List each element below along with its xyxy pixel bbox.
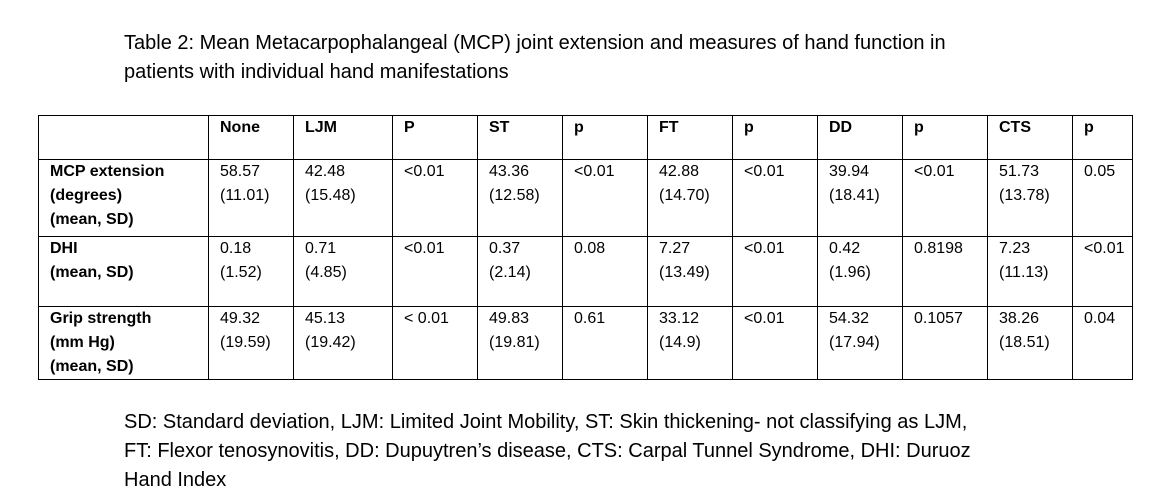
column-header: CTS	[988, 116, 1073, 160]
table-cell	[563, 160, 648, 237]
table-cell	[903, 237, 988, 307]
table-cell	[988, 307, 1073, 380]
cell-mean: 7.23	[999, 240, 1031, 257]
cell-sd: (13.78)	[999, 187, 1050, 204]
table-cell	[294, 307, 393, 380]
cell-mean: 39.94	[829, 163, 870, 180]
table-cell	[393, 160, 478, 237]
table-cell	[648, 307, 733, 380]
cell-sd: (4.85)	[305, 264, 347, 281]
cell-mean: 45.13	[305, 310, 346, 327]
table-cell	[209, 237, 294, 307]
table-cell	[903, 307, 988, 380]
table-cell	[903, 160, 988, 237]
cell-p-value: <0.01	[404, 240, 445, 257]
cell-mean: 0.18	[220, 240, 252, 257]
cell-p-value: <0.01	[1084, 240, 1125, 257]
cell-sd: (18.41)	[829, 187, 880, 204]
column-header	[39, 116, 209, 160]
table-cell	[563, 237, 648, 307]
cell-p-value: 0.61	[574, 310, 606, 327]
cell-p-value: 0.08	[574, 240, 606, 257]
cell-p-value: <0.01	[744, 163, 785, 180]
cell-sd: (17.94)	[829, 334, 880, 351]
caption-line: Table 2: Mean Metacarpophalangeal (MCP) joint extension and measures of hand function in	[124, 32, 946, 54]
cell-mean: 49.32	[220, 310, 261, 327]
cell-p-value: <0.01	[914, 163, 955, 180]
cell-sd: (11.01)	[220, 187, 270, 204]
cell-p-value: 0.05	[1084, 163, 1116, 180]
footnote-line: SD: Standard deviation, LJM: Limited Joint Mobility, ST: Skin thickening- not classifying as LJM,	[124, 411, 968, 433]
cell-p-value: <0.01	[744, 310, 785, 327]
cell-p-value: 0.8198	[914, 240, 963, 257]
cell-p-value: < 0.01	[404, 310, 449, 327]
table-cell	[478, 307, 563, 380]
column-header: p	[563, 116, 648, 160]
table-cell	[988, 237, 1073, 307]
row-label-line: (mm Hg)	[50, 334, 115, 351]
cell-sd: (14.9)	[659, 334, 701, 351]
row-label-line: (degrees)	[50, 187, 123, 204]
table-cell	[209, 307, 294, 380]
cell-sd: (12.58)	[489, 187, 540, 204]
table-cell	[294, 237, 393, 307]
cell-sd: (1.52)	[220, 264, 262, 281]
cell-sd: (14.70)	[659, 187, 710, 204]
table-cell	[1073, 307, 1133, 380]
cell-mean: 0.71	[305, 240, 337, 257]
table-row	[39, 237, 1133, 307]
cell-mean: 43.36	[489, 163, 530, 180]
cell-sd: (19.59)	[220, 334, 271, 351]
results-table	[38, 115, 1133, 380]
cell-p-value: <0.01	[404, 163, 445, 180]
cell-mean: 49.83	[489, 310, 530, 327]
cell-p-value: <0.01	[744, 240, 785, 257]
column-header: p	[733, 116, 818, 160]
table-cell	[393, 237, 478, 307]
cell-mean: 33.12	[659, 310, 700, 327]
column-header: p	[1073, 116, 1133, 160]
table-caption	[124, 29, 1124, 87]
cell-sd: (13.49)	[659, 264, 710, 281]
row-label-line: Grip strength	[50, 310, 152, 327]
table-cell	[294, 160, 393, 237]
table-cell	[648, 237, 733, 307]
table-row	[39, 307, 1133, 380]
cell-p-value: 0.04	[1084, 310, 1116, 327]
table-cell	[1073, 237, 1133, 307]
table-cell	[563, 307, 648, 380]
cell-mean: 42.88	[659, 163, 700, 180]
cell-mean: 42.48	[305, 163, 346, 180]
table-cell	[648, 160, 733, 237]
table-cell	[818, 160, 903, 237]
cell-sd: (15.48)	[305, 187, 356, 204]
column-header: DD	[818, 116, 903, 160]
cell-mean: 7.27	[659, 240, 691, 257]
cell-sd: (18.51)	[999, 334, 1050, 351]
cell-sd: (2.14)	[489, 264, 531, 281]
cell-mean: 54.32	[829, 310, 870, 327]
row-label	[39, 237, 209, 307]
table-cell	[733, 237, 818, 307]
row-label-line: DHI	[50, 240, 78, 257]
row-label-line: MCP extension	[50, 163, 165, 180]
table-cell	[733, 160, 818, 237]
table-cell	[1073, 160, 1133, 237]
table-cell	[818, 307, 903, 380]
cell-p-value: <0.01	[574, 163, 615, 180]
table-cell	[393, 307, 478, 380]
cell-sd: (19.42)	[305, 334, 356, 351]
table-header-row	[39, 116, 1133, 160]
caption-line: patients with individual hand manifestations	[124, 61, 509, 83]
table-cell	[988, 160, 1073, 237]
cell-mean: 51.73	[999, 163, 1040, 180]
column-header: P	[393, 116, 478, 160]
column-header: p	[903, 116, 988, 160]
column-header: FT	[648, 116, 733, 160]
row-label	[39, 160, 209, 237]
cell-mean: 38.26	[999, 310, 1040, 327]
row-label-line: (mean, SD)	[50, 264, 134, 281]
cell-mean: 58.57	[220, 163, 261, 180]
cell-sd: (19.81)	[489, 334, 540, 351]
cell-mean: 0.37	[489, 240, 521, 257]
cell-sd: (11.13)	[999, 264, 1049, 281]
table-cell	[478, 160, 563, 237]
cell-p-value: 0.1057	[914, 310, 963, 327]
column-header: LJM	[294, 116, 393, 160]
cell-sd: (1.96)	[829, 264, 871, 281]
footnote-line: FT: Flexor tenosynovitis, DD: Dupuytren’s disease, CTS: Carpal Tunnel Syndrome, DHI: Duruoz	[124, 440, 971, 462]
table-cell	[733, 307, 818, 380]
row-label	[39, 307, 209, 380]
row-label-line: (mean, SD)	[50, 358, 134, 375]
row-label-line: (mean, SD)	[50, 211, 134, 228]
cell-mean: 0.42	[829, 240, 861, 257]
table-cell	[209, 160, 294, 237]
column-header: None	[209, 116, 294, 160]
table-cell	[818, 237, 903, 307]
table-row	[39, 160, 1133, 237]
footnote-line: Hand Index	[124, 469, 227, 491]
column-header: ST	[478, 116, 563, 160]
table-cell	[478, 237, 563, 307]
table-footnote	[124, 408, 1084, 495]
